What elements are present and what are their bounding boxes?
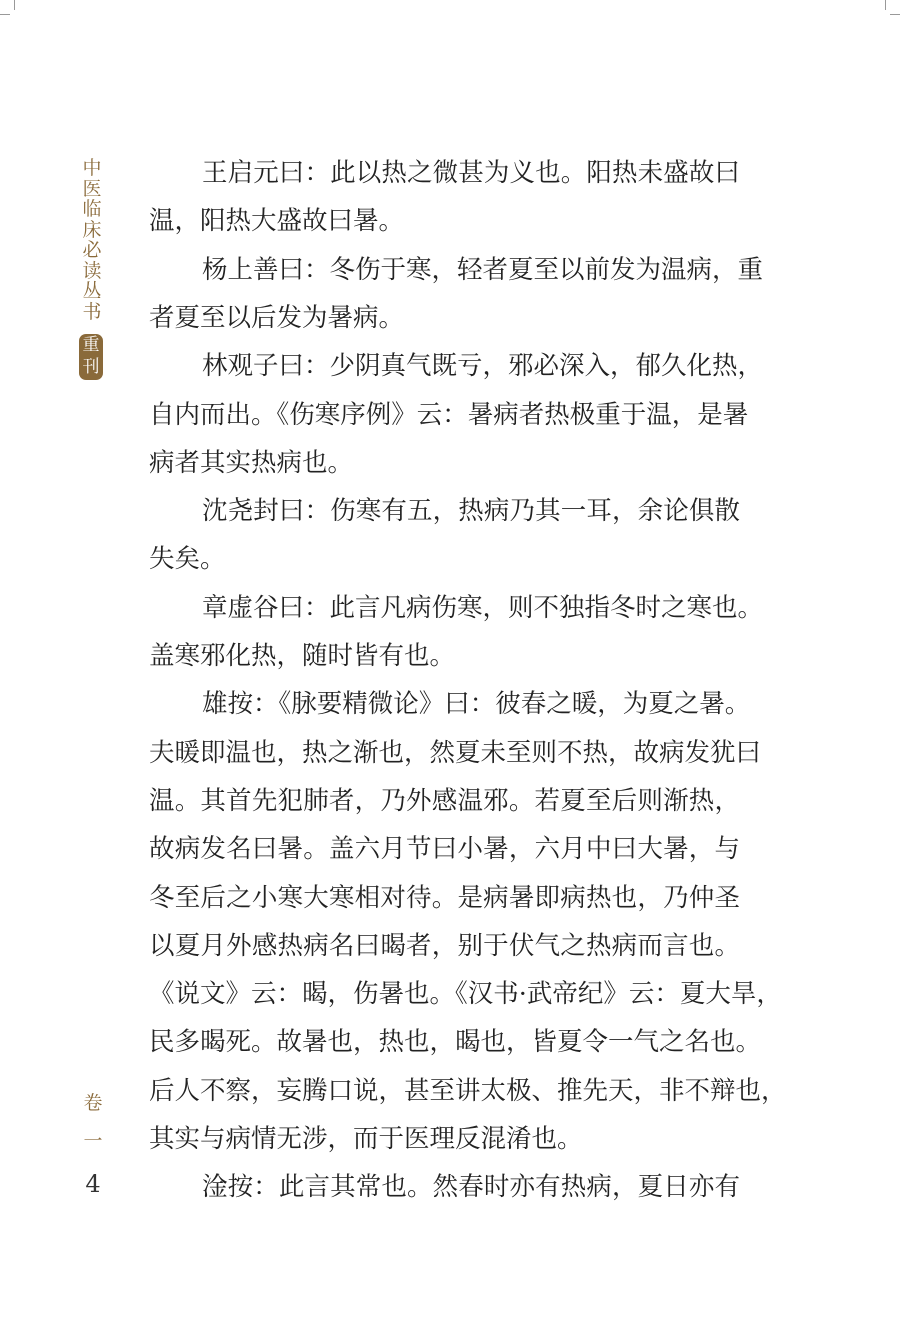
seal-char: 刊 <box>82 357 100 377</box>
series-title-char: 临 <box>82 198 102 220</box>
paragraph-first-line: 沈尧封曰：伤寒有五，热病乃其一耳，余论俱散 <box>202 496 740 527</box>
paragraph-first-line: 王启元曰：此以热之微甚为义也。阳热未盛故曰 <box>202 158 740 188</box>
paragraph-first-line: 雄按：《脉要精微论》曰：彼春之暖，为夏之暑。 <box>202 689 751 720</box>
series-title-char: 丛 <box>82 280 102 302</box>
text-line: 夫暖即温也，热之渐也，然夏未至则不热，故病发犹曰 <box>149 737 762 768</box>
volume-label-char: 一 <box>83 1130 103 1152</box>
text-line: 以夏月外感热病名曰暍者，别于伏气之热病而言也。 <box>149 930 740 961</box>
text-line: 盖寒邪化热，随时皆有也。 <box>149 641 456 671</box>
text-line: 故病发名曰暑。盖六月节曰小暑，六月中曰大暑，与 <box>149 834 740 865</box>
text-line: 其实与病情无涉，而于医理反混淆也。 <box>149 1124 583 1154</box>
text-line: 民多暍死。故暑也，热也，暍也，皆夏令一气之名也。 <box>149 1027 762 1058</box>
text-line: 温。其首先犯肺者，乃外感温邪。若夏至后则渐热， <box>149 785 740 816</box>
series-title-char: 必 <box>82 239 102 261</box>
text-line: 后人不察，妄腾口说，甚至讲太极、推先天，非不辩也， <box>149 1075 787 1106</box>
paragraph-first-line: 杨上善曰：冬伤于寒，轻者夏至以前发为温病，重 <box>202 254 764 285</box>
paragraph-first-line: 林观子曰：少阴真气既亏，邪必深入，郁久化热， <box>202 351 764 382</box>
text-line: 冬至后之小寒大寒相对待。是病暑即病热也，乃仲圣 <box>149 882 740 913</box>
crop-mark-top-right <box>890 14 900 15</box>
text-line: 失矣。 <box>149 544 226 575</box>
crop-mark-top-right <box>885 0 886 10</box>
series-title-char: 读 <box>82 259 102 282</box>
series-title-char: 书 <box>82 300 102 323</box>
series-title <box>78 158 106 322</box>
reprint-seal <box>79 334 103 380</box>
page-number: 4 <box>85 1170 101 1198</box>
paragraph-first-line: 章虚谷曰：此言凡病伤寒，则不独指冬时之寒也。 <box>202 592 764 623</box>
series-title-char: 中 <box>82 157 102 179</box>
series-title-char: 医 <box>82 177 102 200</box>
text-line: 病者其实热病也。 <box>149 447 354 478</box>
text-line: 温，阳热大盛故曰暑。 <box>149 206 405 237</box>
series-title-char: 床 <box>82 218 102 241</box>
seal-char: 重 <box>82 335 100 355</box>
crop-mark-top-left <box>14 0 15 10</box>
volume-label-char: 卷 <box>83 1092 103 1114</box>
text-line: 《说文》云：暍，伤暑也。《汉书·武帝纪》云：夏大旱， <box>149 979 782 1010</box>
text-line: 者夏至以后发为暑病。 <box>149 302 405 333</box>
text-line: 自内而出。《伤寒序例》云：暑病者热极重于温，是暑 <box>149 399 749 430</box>
crop-mark-top-left <box>0 14 10 15</box>
paragraph-first-line: 淦按：此言其常也。然春时亦有热病，夏日亦有 <box>202 1172 740 1203</box>
